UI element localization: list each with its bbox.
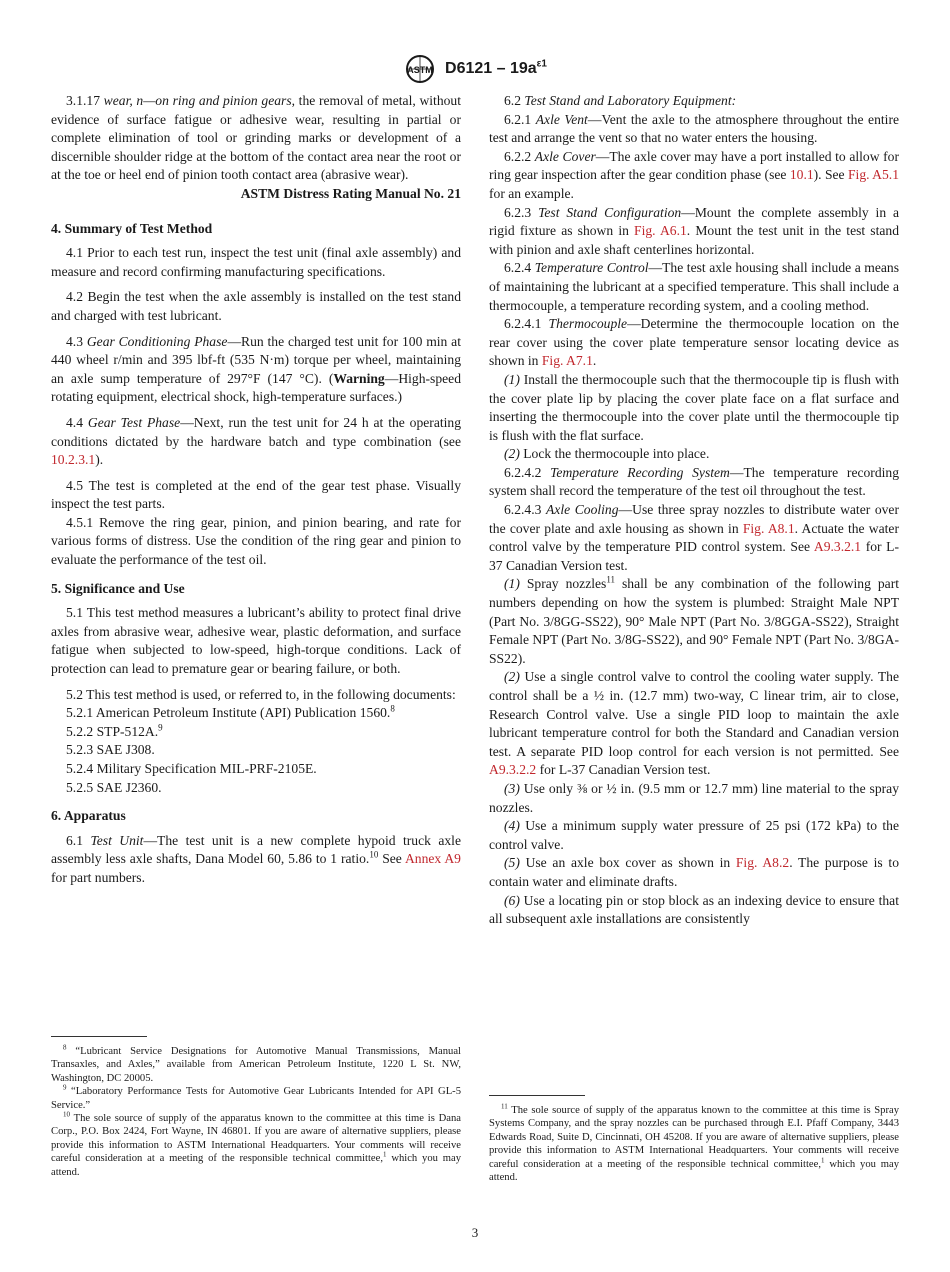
footnote-rule-left — [51, 1036, 147, 1037]
para-5-1: 5.1 This test method measures a lubricant’s ability to protect final drive axles from abrasive wear, adhesive wear, plastic deformation, and surface fatigue when subjected to low-speed, high-torque conditions. Lack of protection can lead to premature gear or bearing failure, or both. — [51, 605, 461, 677]
para-5-2-2: 5.2.2 STP-512A.$^9$ — [66, 722, 163, 739]
para-5-2: 5.2 This test method is used, or referred to, in the following documents: — [66, 686, 456, 702]
right-column — [489, 92, 899, 929]
link-a9-3-2-1[interactable]: A9.3.2.1 — [813, 539, 862, 555]
link-annex-a9[interactable]: Annex A9 — [404, 851, 461, 867]
link-a9-3-2-2[interactable]: A9.3.2.2 — [489, 762, 537, 778]
svg-text:ASTM: ASTM — [407, 65, 433, 75]
link-fig-a5-1[interactable]: Fig. A5.1 — [848, 167, 899, 183]
para-6-2-4: 6.2.4 Temperature Control—The test axle housing shall include a means of maintaining the lubricant at a specified temperature. This shall include a thermocouple, a temperature recording system, and a cooling method. — [489, 260, 899, 313]
para-4-1: 4.1 Prior to each test run, inspect the test unit (final axle assembly) and measure and record confirming manufacturing specifications. — [51, 245, 461, 279]
para-5-2-3: 5.2.3 SAE J308. — [66, 742, 155, 758]
para-6-2-2: 6.2.2 Axle Cover—The axle cover may have a port installed to allow for ring gear inspection after the gear condition phase (see 10.1). See Fig. A5.1 for an example. — [489, 148, 899, 201]
footnote-11: $^{11}$ The sole source of supply of the apparatus known to the committee at this time is Spray Systems Company, and the spray nozzles can be purchased through E.I. Pfaff Company, 3443 Edwards Road, Suite D, Cincinnati, OH 45208. If you are aware of alternative suppliers, please provide this information to ASTM International Headquarters. Your comments will receive careful consideration at a meeting of the responsible technical committee,$^1$ which you may attend. — [489, 1102, 899, 1184]
para-cooling-2: (2) Use a single control valve to control the cooling water supply. The control shall be a ½ in. (12.7 mm) two-way, C linear trim, air to close, Research Control valve. Use a single PID loop to maintain the axle lubricant temperature control for both the Standard and Canadian version test. A separate PID loop control for each version is not permitted. See A9.3.2.2 for L-37 Canadian Version test. — [489, 669, 899, 778]
para-5-2-5: 5.2.5 SAE J2360. — [66, 779, 162, 795]
para-6-2-3: 6.2.3 Test Stand Configuration—Mount the complete assembly in a rigid fixture as shown in Fig. A6.1. Mount the test unit in the test stand with pinion and axle shaft centerlines horizontal. — [489, 204, 900, 257]
distress-manual-ref: ASTM Distress Rating Manual No. 21 — [240, 185, 461, 201]
para-4-2: 4.2 Begin the test when the axle assembly is installed on the test stand and charged with test lubricant. — [51, 289, 461, 323]
para-thermocouple-2: (2) Lock the thermocouple into place. — [504, 446, 710, 462]
para-cooling-1: (1) Spray nozzles$^{11}$ shall be any combination of the following part numbers depending on how the system is plumbed: Straight Male NPT (Part No. 3/8GG-SS22), 90° Male NPT (Part No. 3/8GGA-SS22), Straight Female NPT (Part No. 3/8G-SS22), and 90° Female NPT (Part No. 3/8GA-SS22). — [489, 574, 900, 666]
section-4-title: 4. Summary of Test Method — [51, 220, 213, 236]
para-6-2-4-1: 6.2.4.1 Thermocouple—Determine the thermocouple location on the rear cover using the cover plate temperature sensor locating device as shown in Fig. A7.1. — [489, 316, 899, 369]
page-header — [0, 54, 950, 84]
footnote-9: $^9$ “Laboratory Performance Tests for Automotive Gear Lubricants Intended for API GL-5 Service.” — [51, 1083, 461, 1111]
para-3-1-17: 3.1.17 wear, n—on ring and pinion gears, the removal of metal, without evidence of surface fatigue or adhesive wear, resulting in partial or complete elimination of tool or grinding marks or development of a discernible shoulder ridge at the bottom of the contact area near the root or at the toe or heel end of pinion tooth contact area (abrasive wear). — [51, 93, 461, 183]
link-fig-a7-1[interactable]: Fig. A7.1 — [541, 353, 593, 369]
link-fig-a8-1[interactable]: Fig. A8.1 — [742, 520, 795, 536]
para-4-3: 4.3 Gear Conditioning Phase—Run the charged test unit for 100 min at 440 wheel r/min and 395 lbf-ft (535 N·m) torque per wheel, maintaining an axle sump temperature of 297°F (147 °C). (Warning—High-speed rotating equipment, electrical shock, high-temperature surfaces.) — [51, 333, 461, 405]
astm-logo-icon — [403, 54, 437, 84]
footnote-8: $^8$ “Lubricant Service Designations for Automotive Manual Transmissions, Manual Transaxles, and Axles,” available from American Petroleum Institute, 1220 L St. NW, Washington, DC 20005. — [51, 1043, 461, 1084]
para-6-2-4-3: 6.2.4.3 Axle Cooling—Use three spray nozzles to distribute water over the cover plate and axle housing as shown in Fig. A8.1. Actuate the water control valve by the temperature PID control system. See A9.3.2.1 for L-37 Canadian Version test. — [489, 502, 899, 573]
footnotes-left — [51, 1045, 461, 1179]
section-6-title: 6. Apparatus — [51, 808, 126, 824]
link-10-2-3-1[interactable]: 10.2.3.1 — [51, 452, 96, 468]
document-designation: $D6121 - 19a^{\varepsilon 1}$ — [445, 58, 547, 77]
page-number: 3 — [471, 1225, 479, 1240]
link-10-1[interactable]: 10.1 — [789, 167, 814, 183]
para-6-1: 6.1 Test Unit—The test unit is a new complete hypoid truck axle assembly less axle shafts, Dana Model 60, 5.86 to 1 ratio.$^{10}$ See Annex A9 for part numbers. — [51, 832, 461, 885]
para-6-2-4-2: 6.2.4.2 Temperature Recording System—The temperature recording system shall record the temperature of the test oil throughout the test. — [489, 464, 900, 499]
footnotes-right — [489, 1104, 899, 1184]
footnote-rule-right — [489, 1095, 585, 1096]
para-4-4: 4.4 Gear Test Phase—Next, run the test unit for 24 h at the operating conditions dictated by the hardware batch and type combination (see 10.2.3.1). — [51, 414, 461, 468]
para-cooling-5: (5) Use an axle box cover as shown in Fig. A8.2. The purpose is to contain water and eliminate drafts. — [489, 855, 900, 889]
footnote-10: $^{10}$ The sole source of supply of the apparatus known to the committee at this time is Dana Corp., P.O. Box 2424, Fort Wayne, IN 46801. If you are aware of alternative suppliers, please provide this information to ASTM International Headquarters. Your comments will receive careful consideration at a meeting of the responsible technical committee,$^1$ which you may attend. — [51, 1110, 461, 1178]
left-column — [51, 92, 461, 888]
para-6-2: 6.2 Test Stand and Laboratory Equipment: — [504, 93, 737, 108]
para-4-5-1: 4.5.1 Remove the ring gear, pinion, and pinion bearing, and rate for various forms of distress. Use the condition of the ring gear and pinion to evaluate the performance of the test oil. — [51, 514, 461, 568]
para-4-5: 4.5 The test is completed at the end of the gear test phase. Visually inspect the test parts. — [51, 477, 461, 512]
para-5-2-4: 5.2.4 Military Specification MIL-PRF-2105E. — [66, 761, 317, 776]
para-thermocouple-1: (1) Install the thermocouple such that the thermocouple tip is flush with the cover plate lip by placing the cover plate face on a flat surface and inserting the thermocouple into the cover plate until the thermocouple tip is flush with the flat surface. — [489, 371, 899, 443]
para-6-2-1: 6.2.1 Axle Vent—Vent the axle to the atmosphere throughout the entire test and arrange the vent so that no water enters the housing. — [489, 111, 900, 146]
link-fig-a6-1[interactable]: Fig. A6.1 — [634, 223, 687, 239]
para-cooling-4: (4) Use a minimum supply water pressure of 25 psi (172 kPa) to the control valve. — [489, 818, 899, 852]
para-cooling-6: (6) Use a locating pin or stop block as an indexing device to ensure that all subsequent axle installations are consistently — [489, 892, 899, 927]
para-5-2-1: 5.2.1 American Petroleum Institute (API) Publication 1560.$^8$ — [66, 703, 395, 721]
section-5-title: 5. Significance and Use — [51, 580, 185, 596]
para-cooling-3: (3) Use only ⅜ or ½ in. (9.5 mm or 12.7 mm) line material to the spray nozzles. — [489, 780, 899, 815]
link-fig-a8-2[interactable]: Fig. A8.2 — [735, 855, 790, 871]
